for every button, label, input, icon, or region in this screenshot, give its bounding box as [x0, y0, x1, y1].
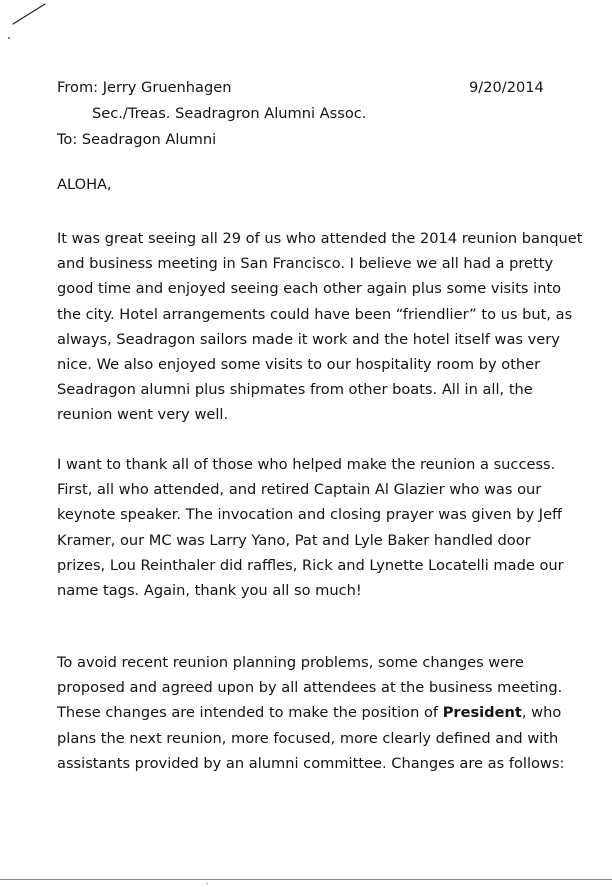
paragraph-line: First, all who attended, and retired Captain Al Glazier who was our — [57, 481, 542, 499]
paragraph-line: nice. We also enjoyed some visits to our hospitality room by other — [57, 356, 541, 374]
paragraph-line: Kramer, our MC was Larry Yano, Pat and Lyle Baker handled door — [57, 531, 531, 549]
paragraph-thanks — [57, 452, 597, 603]
paragraph-line: reunion went very well. — [57, 406, 229, 424]
paragraph-line: I want to thank all of those who helped make the reunion a success. — [57, 456, 556, 473]
scan-speck — [8, 37, 10, 39]
line-text: , who — [521, 704, 562, 722]
sender-title-line: Sec./Treas. Seadragron Alumni Assoc. — [92, 105, 367, 122]
paragraph-line: always, Seadragon sailors made it work and the hotel itself was very — [57, 330, 560, 348]
emphasized-word: President — [442, 704, 522, 722]
paragraph-line: assistants provided by an alumni committee. Changes are as follows: — [57, 754, 565, 772]
paragraph-line: proposed and agreed upon by all attendees at the business meeting. — [57, 679, 563, 697]
paragraph-line: keynote speaker. The invocation and closing prayer was given by Jeff — [57, 506, 563, 524]
paragraph-line: name tags. Again, thank you all so much! — [57, 582, 362, 600]
paragraph-planning-changes — [57, 650, 597, 776]
paragraph-line: plans the next reunion, more focused, more clearly defined and with — [57, 729, 559, 747]
pen-stroke-mark — [12, 2, 48, 26]
paragraph-line: Seadragon alumni plus shipmates from other boats. All in all, the — [57, 381, 533, 399]
page-bottom-edge — [0, 879, 612, 880]
line-text: These changes are intended to make the position of — [57, 704, 443, 722]
paragraph-line-with-emphasis — [57, 700, 597, 725]
paragraph-line: prizes, Lou Reinthaler did raffles, Rick and Lynette Locatelli made our — [57, 556, 564, 574]
to-line: To: Seadragon Alumni — [57, 131, 217, 148]
paragraph-line: good time and enjoyed seeing each other again plus some visits into — [57, 280, 562, 298]
paragraph-reunion-summary — [57, 226, 597, 428]
greeting: ALOHA, — [57, 176, 112, 193]
scan-speck — [206, 883, 208, 884]
paragraph-line: To avoid recent reunion planning problems, some changes were — [57, 654, 524, 671]
paragraph-line: It was great seeing all 29 of us who attended the 2014 reunion banquet — [57, 230, 583, 247]
from-line: From: Jerry Gruenhagen — [57, 79, 232, 96]
paragraph-line: and business meeting in San Francisco. I believe we all had a pretty — [57, 255, 554, 273]
paragraph-line: the city. Hotel arrangements could have been “friendlier” to us but, as — [57, 305, 573, 323]
letter-date: 9/20/2014 — [469, 79, 544, 96]
